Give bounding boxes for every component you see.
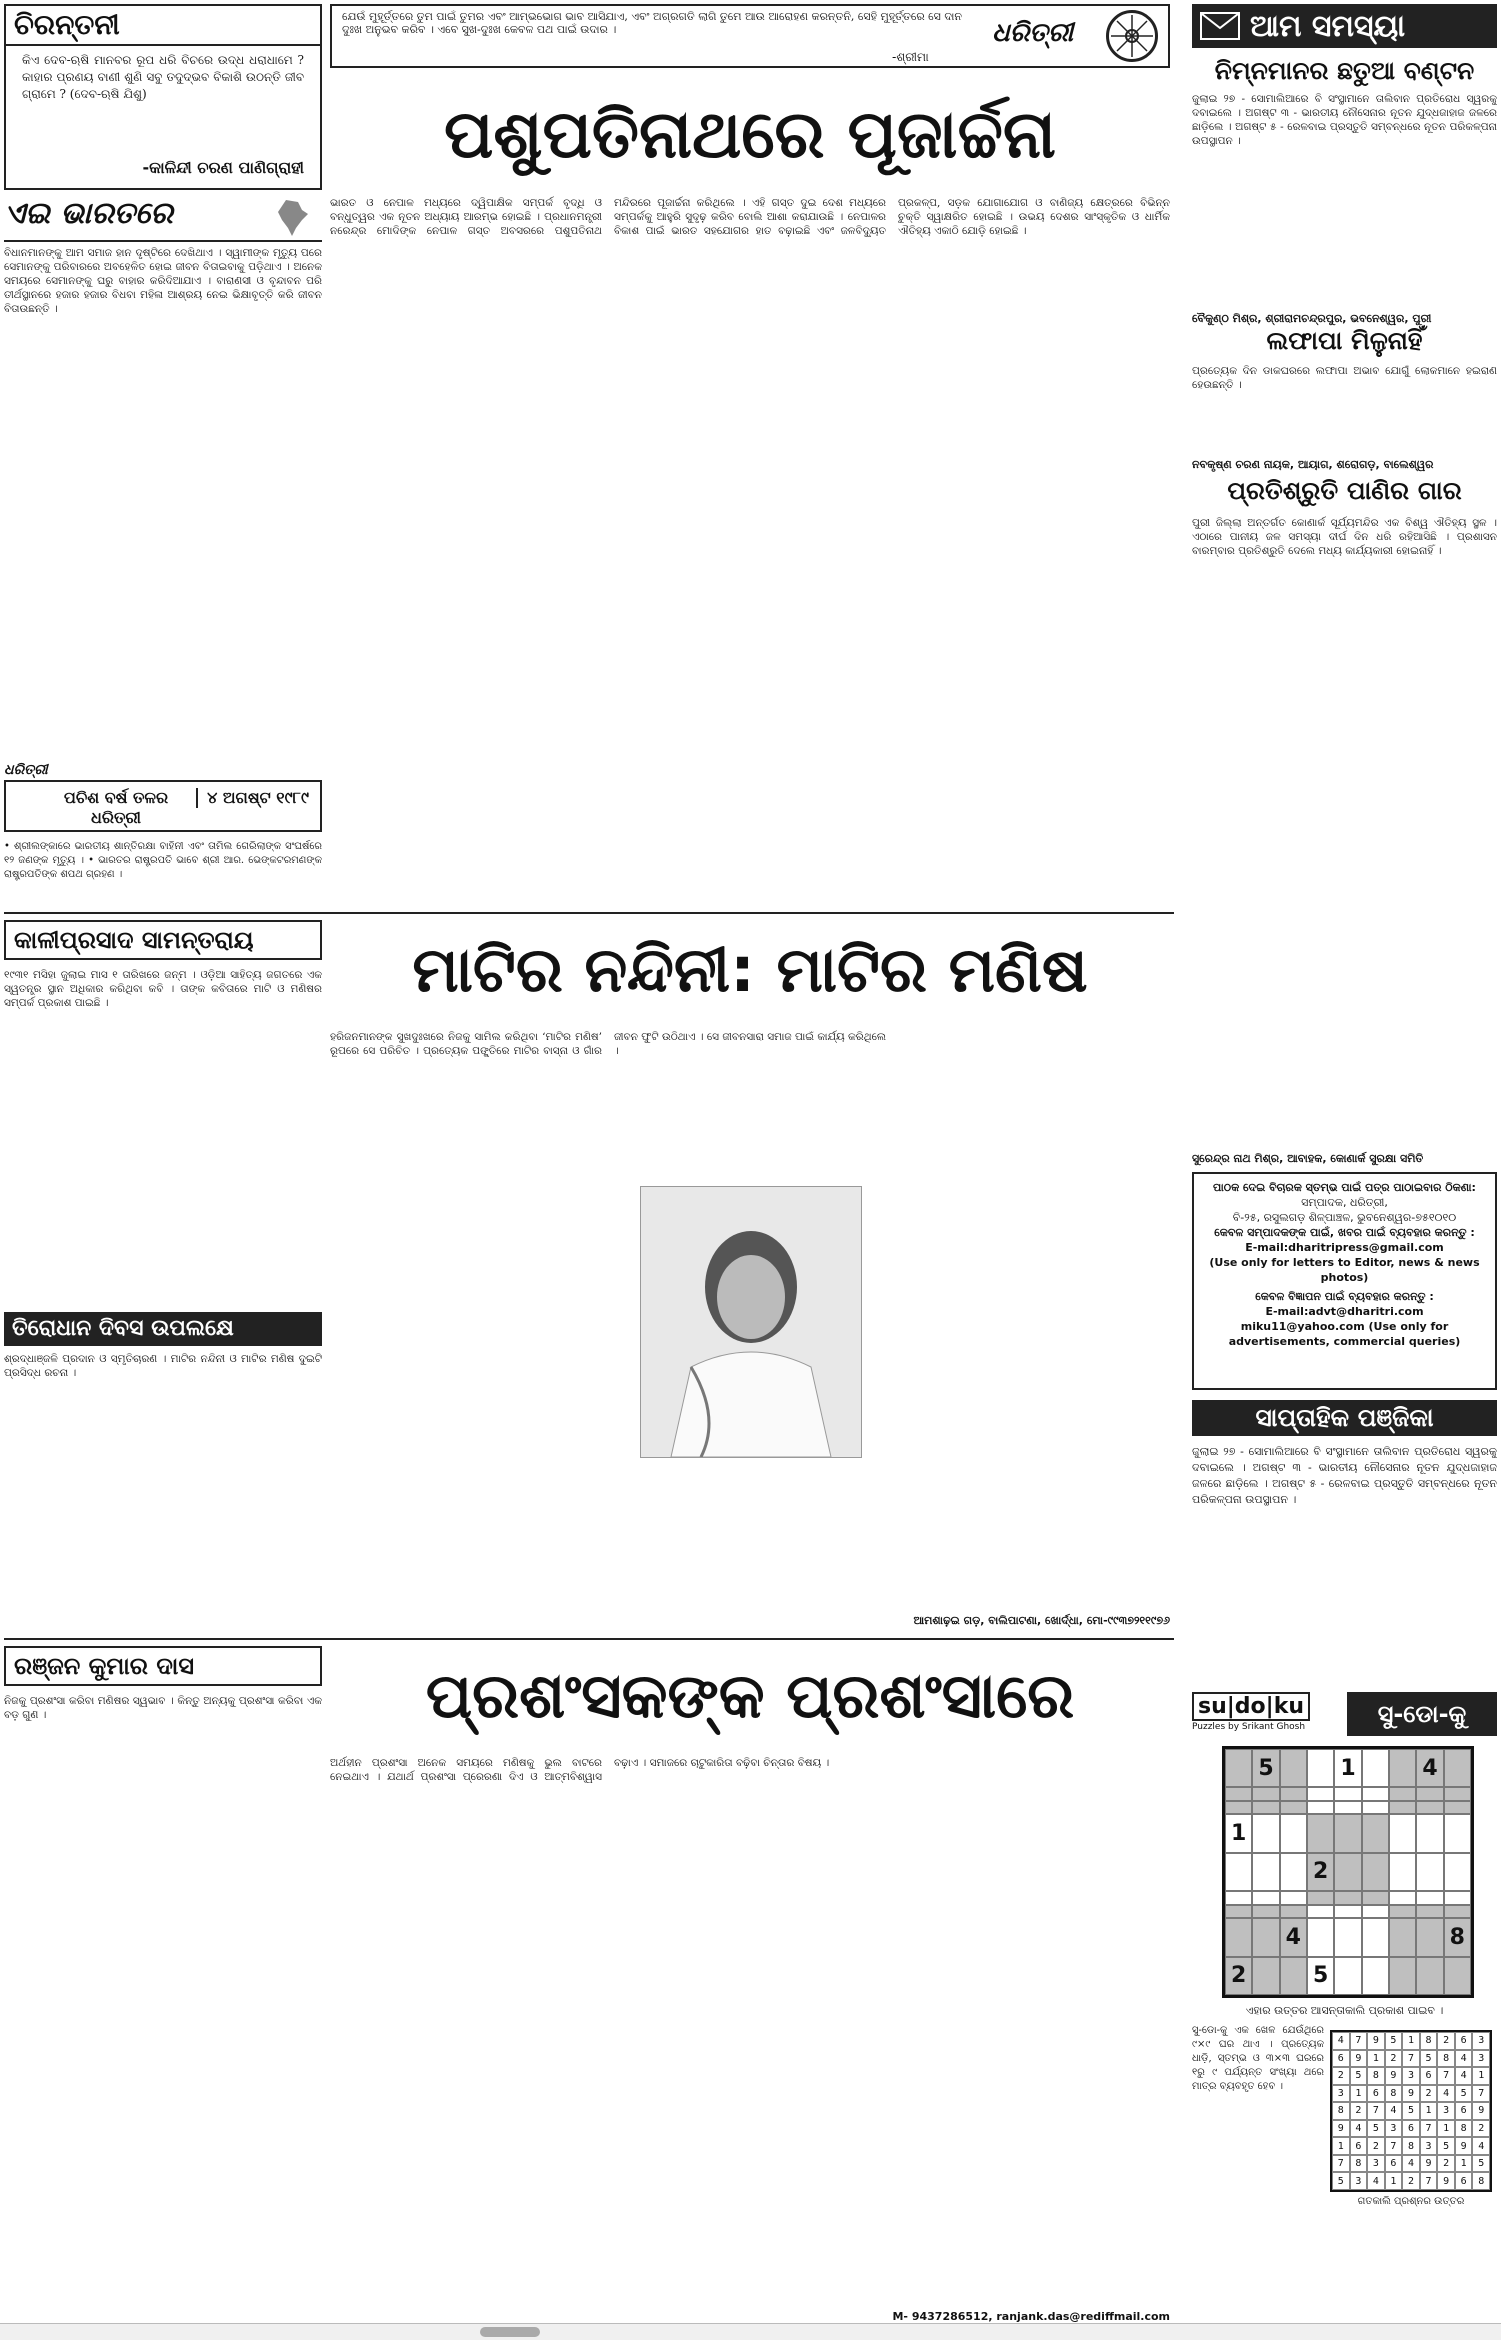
solution-caption: ଗତକାଲି ପ୍ରଶ୍ନର ଉତ୍ତର	[1357, 2196, 1465, 2207]
contact-note1: (Use only for letters to Editor, news & news photos)	[1209, 1256, 1480, 1284]
sudoku-cell[interactable]	[1444, 1905, 1471, 1918]
divider-2	[4, 1638, 1174, 1640]
masthead-quote-box	[330, 4, 1170, 68]
contact-line4: କେବଳ ସମ୍ପାଦକଙ୍କ ପାଇଁ, ଖବର ପାଇଁ ବ୍ୟବହାର କରନ୍ତୁ :	[1214, 1226, 1475, 1239]
solution-cell: 2	[1437, 2155, 1455, 2173]
solution-cell: 1	[1420, 2102, 1438, 2120]
solution-cell: 3	[1472, 2032, 1490, 2050]
sudoku-cell[interactable]	[1389, 1918, 1416, 1956]
solution-cell: 3	[1402, 2067, 1420, 2085]
solution-cell: 6	[1367, 2085, 1385, 2103]
solution-cell: 8	[1385, 2085, 1403, 2103]
portrait-photo	[640, 1186, 862, 1458]
solution-cell: 2	[1472, 2120, 1490, 2138]
solution-cell: 4	[1437, 2085, 1455, 2103]
solution-cell: 4	[1455, 2067, 1473, 2085]
sudoku-cell[interactable]	[1280, 1957, 1307, 1995]
sudoku-cell[interactable]	[1252, 1801, 1279, 1814]
sudoku-cell[interactable]	[1334, 1801, 1361, 1814]
solution-cell: 8	[1455, 2120, 1473, 2138]
solution-cell: 2	[1402, 2172, 1420, 2190]
sudoku-cell[interactable]	[1444, 1814, 1471, 1852]
sudoku-cell[interactable]	[1252, 1918, 1279, 1956]
sudoku-cell[interactable]	[1252, 1853, 1279, 1891]
sudoku-cell[interactable]	[1362, 1749, 1389, 1787]
sudoku-cell[interactable]: 8	[1444, 1918, 1471, 1956]
solution-cell: 7	[1472, 2085, 1490, 2103]
sudoku-cell[interactable]	[1362, 1787, 1389, 1800]
weekly-title: ସାପ୍ତାହିକ ପଞ୍ଜିକା	[1192, 1400, 1497, 1436]
solution-cell: 5	[1385, 2032, 1403, 2050]
solution-cell: 3	[1367, 2155, 1385, 2173]
sudoku-cell[interactable]	[1444, 1891, 1471, 1904]
sudoku-cell[interactable]: 1	[1334, 1749, 1361, 1787]
solution-cell: 9	[1455, 2137, 1473, 2155]
solution-cell: 8	[1420, 2032, 1438, 2050]
sudoku-cell[interactable]	[1334, 1918, 1361, 1956]
solution-cell: 8	[1332, 2102, 1350, 2120]
chirantani-box	[4, 4, 322, 190]
sudoku-grid	[1222, 1746, 1474, 1998]
solution-cell: 2	[1385, 2050, 1403, 2068]
sudoku-title: ସୁ-ଡୋ-କୁ	[1347, 1692, 1497, 1736]
article1-body-text: ଜୁଲାଇ ୨୭ - ସୋମାଲିଆରେ ବି ସଂସ୍ଥାମାନେ ତାଲିବାନ ପ୍ରତିରୋଧ ସ୍ୱରକୁ ଦବାଇଲେ । ଅଗଷ୍ଟ ୩ - ଭାରତୀୟ ନୌସେନାର ନୂତନ ଯୁଦ୍ଧଜାହାଜ ଜଳରେ ଛାଡ଼ିଲେ । ଅଗଷ୍ଟ ୫ - ରେଳବାଇ ପ୍ରସ୍ତୁତି ସମ୍ବନ୍ଧରେ ନୂତନ ପରିକଳ୍ପନା ଉପସ୍ଥାପନ ।	[1192, 93, 1497, 147]
contact-line2: ସମ୍ପାଦକ, ଧରିତ୍ରୀ,	[1301, 1196, 1388, 1209]
sudoku-cell[interactable]	[1252, 1891, 1279, 1904]
sudoku-cell[interactable]	[1362, 1891, 1389, 1904]
third-intro: ନିଜକୁ ପ୍ରଶଂସା କରିବା ମଣିଷର ସ୍ୱଭାବ । କିନ୍ତୁ ଅନ୍ୟକୁ ପ୍ରଶଂସା କରିବା ଏକ ବଡ଼ ଗୁଣ ।	[4, 1695, 322, 1721]
solution-cell: 9	[1472, 2102, 1490, 2120]
sudoku-brand: su|do|ku	[1192, 1692, 1310, 1721]
article3-title: ପ୍ରତିଶ୍ରୁତି ପାଣିର ଗାର	[1227, 476, 1462, 505]
sudoku-cell[interactable]	[1334, 1853, 1361, 1891]
sudoku-cell[interactable]	[1280, 1787, 1307, 1800]
article1-author: ବୈକୁଣ୍ଠ ମିଶ୍ର, ଶ୍ରୀରାମଚନ୍ଦ୍ରପୁର, ଭବନେଶ୍ୱର, ପୁରୀ	[1192, 312, 1432, 325]
solution-cell: 5	[1367, 2120, 1385, 2138]
solution-cell: 5	[1437, 2137, 1455, 2155]
main-headline: ପଶୁପତିନାଥରେ ପୂଜାର୍ଚ୍ଚନା	[444, 96, 1056, 173]
aam-samasya-title: ଆମ ସମସ୍ୟା	[1250, 8, 1406, 44]
sudoku-cell[interactable]	[1307, 1787, 1334, 1800]
badge-logo: ଧରିତ୍ରୀ	[4, 762, 48, 778]
sudoku-cell[interactable]	[1416, 1918, 1443, 1956]
sudoku-cell[interactable]	[1444, 1957, 1471, 1995]
solution-cell: 4	[1455, 2050, 1473, 2068]
sudoku-cell[interactable]	[1280, 1853, 1307, 1891]
solution-cell: 2	[1420, 2085, 1438, 2103]
sudoku-cell[interactable]: 5	[1307, 1957, 1334, 1995]
sudoku-cell[interactable]	[1416, 1814, 1443, 1852]
solution-cell: 6	[1455, 2102, 1473, 2120]
solution-cell: 9	[1437, 2172, 1455, 2190]
badge-years: ପଚିଶ ବର୍ଷ ତଳର ଧରିତ୍ରୀ	[63, 788, 169, 827]
tirodhana-subhead: ତିରୋଧାନ ଦିବସ ଉପଲକ୍ଷେ	[4, 1312, 322, 1346]
sudoku-cell[interactable]	[1389, 1853, 1416, 1891]
dharitri-25-badge	[4, 762, 322, 834]
author-name-3: ରଞ୍ଜନ କୁମାର ଦାସ	[14, 1652, 194, 1680]
sudoku-cell[interactable]: 1	[1225, 1814, 1252, 1852]
badge-date: ୪ ଅଗଷ୍ଟ ୧୯୮୯	[196, 788, 318, 808]
contact-email3[interactable]: miku11@yahoo.com (Use only for advertisements, commercial queries)	[1228, 1320, 1461, 1348]
sudoku-cell[interactable]	[1444, 1787, 1471, 1800]
sudoku-cell[interactable]	[1334, 1814, 1361, 1852]
contact-line3: ବି-୨୫, ରସୁଲଗଡ଼ ଶିଳ୍ପାଞ୍ଚଳ, ଭୁବନେଶ୍ୱର-୭୫୧୦୧୦	[1232, 1211, 1457, 1224]
contact-box	[1192, 1172, 1497, 1390]
sudoku-cell[interactable]	[1225, 1891, 1252, 1904]
sudoku-cell[interactable]	[1444, 1749, 1471, 1787]
masthead-quote: ଯେଉଁ ମୁହୂର୍ତ୍ତରେ ତୁମ ପାଇଁ ତୁମର ଏବଂ ଆମ୍ଭଭୋଗ ଭାବ ଆସିଯାଏ, ଏବଂ ଅଗ୍ରଗତି ଲାଗି ତୁମେ ଆଉ ଆରୋହଣ କରନ୍ତନି, ସେହି ମୁହୂର୍ତ୍ତରେ ସେ ଦାନ ଦୁଃଖ ଅନୁଭବ କରିବ । ଏବେ ସୁଖ-ଦୁଃଖ କେବଳ ପଥ ପାଇଁ ଉଦାର ।	[342, 10, 962, 36]
sudoku-cell[interactable]	[1416, 1957, 1443, 1995]
sudoku-cell[interactable]: 4	[1416, 1749, 1443, 1787]
solution-cell: 9	[1420, 2155, 1438, 2173]
chirantani-poem: କିଏ ଦେବ-ଋଷି ମାନବର ରୂପ ଧରି ବିଚରେ ଉଦ୍ଧ ଧରାଧାମେ ? କାହାର ପ୍ରଣୟ ବାଣୀ ଶୁଣି ସବୁ ତଦୁଦ୍ଭବ ବିକାଶି ଉଠନ୍ତି ଜୀବ ଗ୍ରାମେ ? (ଦେବ-ଋଷି ଯିଶୁ)	[22, 53, 304, 101]
scroll-thumb[interactable]	[480, 2327, 540, 2337]
sudoku-cell[interactable]	[1225, 1749, 1252, 1787]
sudoku-header	[1192, 1692, 1497, 1738]
solution-cell: 7	[1437, 2067, 1455, 2085]
solution-cell: 6	[1350, 2137, 1368, 2155]
sudoku-cell[interactable]	[1280, 1891, 1307, 1904]
contact-line5: କେବଳ ବିଜ୍ଞାପନ ପାଇଁ ବ୍ୟବହାର କରନ୍ତୁ :	[1255, 1290, 1434, 1303]
author-box-3	[4, 1646, 322, 1686]
solution-cell: 7	[1402, 2050, 1420, 2068]
sudoku-cell[interactable]	[1362, 1853, 1389, 1891]
sudoku-cell[interactable]	[1389, 1891, 1416, 1904]
aam-samasya-banner	[1192, 4, 1497, 48]
third-body: ଅର୍ଥହୀନ ପ୍ରଶଂସା ଅନେକ ସମୟରେ ମଣିଷକୁ ଭୁଲ ବାଟରେ ନେଇଥାଏ । ଯଥାର୍ଥ ପ୍ରଶଂସା ପ୍ରେରଣା ଦିଏ ଓ ଆତ୍ମବିଶ୍ୱାସ ବଢ଼ାଏ । ସମାଜରେ ଚାଟୁକାରିତା ବଢ଼ିବା ଚିନ୍ତାର ବିଷୟ ।	[330, 1757, 830, 1783]
solution-cell: 9	[1402, 2085, 1420, 2103]
second-intro: ୧୯୩୧ ମସିହା ଜୁଲାଇ ମାସ ୧ ତାରିଖରେ ଜନ୍ମ । ଓଡ଼ିଆ ସାହିତ୍ୟ ଜଗତରେ ଏକ ସ୍ୱତନ୍ତ୍ର ସ୍ଥାନ ଅଧିକାର କରିଥିବା କବି । ତାଙ୍କ କବିତାରେ ମାଟି ଓ ମଣିଷର ସମ୍ପର୍କ ପ୍ରକାଶ ପାଇଛି ।	[4, 969, 322, 1009]
solution-cell: 4	[1332, 2032, 1350, 2050]
sudoku-cell[interactable]	[1280, 1801, 1307, 1814]
solution-cell: 6	[1420, 2067, 1438, 2085]
sudoku-cell[interactable]	[1280, 1905, 1307, 1918]
solution-cell: 4	[1402, 2155, 1420, 2173]
solution-cell: 7	[1385, 2137, 1403, 2155]
sudoku-cell[interactable]	[1307, 1814, 1334, 1852]
sudoku-credit: Puzzles by Srikant Ghosh	[1192, 1722, 1306, 1732]
sudoku-cell[interactable]	[1362, 1918, 1389, 1956]
solution-cell: 2	[1350, 2102, 1368, 2120]
solution-cell: 1	[1402, 2032, 1420, 2050]
sudoku-cell[interactable]	[1334, 1891, 1361, 1904]
solution-cell: 8	[1437, 2050, 1455, 2068]
solution-cell: 2	[1332, 2067, 1350, 2085]
solution-cell: 3	[1332, 2085, 1350, 2103]
solution-cell: 1	[1472, 2067, 1490, 2085]
solution-cell: 4	[1367, 2172, 1385, 2190]
sudoku-cell[interactable]	[1389, 1814, 1416, 1852]
second-headline: ମାଟିର ନନ୍ଦିନୀ: ମାଟିର ମଣିଷ	[412, 933, 1088, 1006]
ei-bharatare-title: ଏଇ ଭାରତରେ	[4, 196, 173, 231]
sudoku-cell[interactable]	[1334, 1957, 1361, 1995]
solution-cell: 5	[1455, 2085, 1473, 2103]
sudoku-cell[interactable]	[1225, 1853, 1252, 1891]
sudoku-cell[interactable]	[1307, 1891, 1334, 1904]
solution-cell: 3	[1385, 2120, 1403, 2138]
sudoku-cell[interactable]	[1416, 1905, 1443, 1918]
chirantani-author: -କାଳିନ୍ଦୀ ଚରଣ ପାଣିଗ୍ରାହୀ	[142, 158, 304, 177]
solution-cell: 4	[1472, 2137, 1490, 2155]
solution-cell: 1	[1385, 2172, 1403, 2190]
contact-email2[interactable]: E-mail:advt@dharitri.com	[1265, 1305, 1424, 1318]
sudoku-cell[interactable]	[1362, 1814, 1389, 1852]
article1-body	[1192, 92, 1497, 306]
sudoku-cell[interactable]	[1362, 1905, 1389, 1918]
sudoku-cell[interactable]	[1280, 1814, 1307, 1852]
solution-cell: 1	[1350, 2085, 1368, 2103]
second-signature: ଆମଶାଢ଼ଇ ଗଡ଼, ବାଲିପାଟଣା, ଖୋର୍ଦ୍ଧା, ମୋ-୯୯୩୭୨୧୧୯୭୬	[913, 1614, 1170, 1627]
sudoku-cell[interactable]	[1307, 1918, 1334, 1956]
solution-cell: 3	[1437, 2102, 1455, 2120]
solution-cell: 8	[1367, 2067, 1385, 2085]
contact-email1[interactable]: E-mail:dharitripress@gmail.com	[1245, 1241, 1444, 1254]
solution-cell: 7	[1350, 2032, 1368, 2050]
sudoku-caption: ଏହାର ଉତ୍ତର ଆସନ୍ତାକାଲି ପ୍ରକାଶ ପାଇବ ।	[1245, 2004, 1444, 2017]
sudoku-cell[interactable]	[1389, 1787, 1416, 1800]
solution-cell: 4	[1385, 2102, 1403, 2120]
sudoku-cell[interactable]	[1307, 1905, 1334, 1918]
sudoku-cell[interactable]	[1416, 1801, 1443, 1814]
sudoku-cell[interactable]	[1252, 1957, 1279, 1995]
sudoku-cell[interactable]: 2	[1225, 1957, 1252, 1995]
ei-bharatare-header	[4, 196, 322, 242]
sudoku-cell[interactable]	[1389, 1957, 1416, 1995]
solution-cell: 1	[1332, 2137, 1350, 2155]
solution-cell: 7	[1420, 2120, 1438, 2138]
solution-cell: 6	[1385, 2155, 1403, 2173]
article3-author: ସୁରେନ୍ଦ୍ର ନାଥ ମିଶ୍ର, ଆବାହକ, କୋଣାର୍କ ସୁରକ୍ଷା ସମିତି	[1192, 1152, 1424, 1165]
sudoku-cell[interactable]	[1389, 1749, 1416, 1787]
sudoku-cell[interactable]	[1416, 1787, 1443, 1800]
third-headline: ପ୍ରଶଂସକଙ୍କ ପ୍ରଶଂସାରେ	[425, 1659, 1075, 1732]
sudoku-cell[interactable]	[1225, 1918, 1252, 1956]
sudoku-cell[interactable]	[1362, 1957, 1389, 1995]
second-body: ହରିଜନମାନଙ୍କ ସୁଖଦୁଃଖରେ ନିଜକୁ ସାମିଲ କରିଥିବା ‘ମାଟିର ମଣିଷ’ ରୂପରେ ସେ ପରିଚିତ । ପ୍ରତ୍ୟେକ ପଙ୍କ୍ତିରେ ମାଟିର ବାସ୍ନା ଓ ଗାଁର ଜୀବନ ଫୁଟି ଉଠିଥାଏ । ସେ ଜୀବନସାରା ସମାଜ ପାଇଁ କାର୍ଯ୍ୟ କରିଥିଲେ ।	[330, 1031, 886, 1057]
sudoku-cell[interactable]	[1362, 1801, 1389, 1814]
author-name-2: କାଳୀପ୍ରସାଦ ସାମନ୍ତରାୟ	[14, 926, 254, 954]
article1-title: ନିମ୍ନମାନର ଛତୁଆ ବଣ୍ଟନ	[1214, 56, 1475, 85]
solution-cell: 5	[1420, 2050, 1438, 2068]
solution-cell: 6	[1455, 2032, 1473, 2050]
solution-cell: 6	[1332, 2050, 1350, 2068]
solution-cell: 8	[1350, 2155, 1368, 2173]
dharitri-logo: ଧରିତ୍ରୀ	[992, 18, 1074, 48]
solution-cell: 9	[1367, 2032, 1385, 2050]
ei-bharatare-body: ବିଧାନମାନଙ୍କୁ ଆମ ସମାଜ ହାନ ଦୃଷ୍ଟିରେ ଦେଖିଥାଏ । ସ୍ୱାମୀଙ୍କ ମୃତ୍ୟୁ ପରେ ସେମାନଙ୍କୁ ପରିବାରରେ ଅବହେଳିତ ହୋଇ ଜୀବନ ବିତାଇବାକୁ ପଡ଼ିଥାଏ । ଅନେକ ସମୟରେ ସେମାନଙ୍କୁ ଘରୁ ବାହାର କରିଦିଆଯାଏ । ବାରାଣସୀ ଓ ବୃନ୍ଦାବନ ପରି ତୀର୍ଥସ୍ଥାନରେ ହଜାର ହଜାର ବିଧବା ମହିଳା ଆଶ୍ରୟ ନେଇ ଭିକ୍ଷାବୃତ୍ତି କରି ଜୀବନ ବିତାଉଛନ୍ତି ।	[4, 247, 322, 315]
solution-cell: 7	[1367, 2102, 1385, 2120]
solution-cell: 9	[1385, 2067, 1403, 2085]
india-map-icon	[272, 198, 312, 238]
sudoku-cell[interactable]: 4	[1280, 1918, 1307, 1956]
sudoku-cell[interactable]	[1225, 1801, 1252, 1814]
tirodhana-text: ଶ୍ରଦ୍ଧାଞ୍ଜଳି ପ୍ରଦାନ ଓ ସ୍ମୃତିଚାରଣ । ମାଟିର ନନ୍ଦିନୀ ଓ ମାଟିର ମଣିଷ ଦୁଇଟି ପ୍ରସିଦ୍ଧ ରଚନା ।	[4, 1353, 322, 1379]
sudoku-cell[interactable]	[1416, 1853, 1443, 1891]
solution-cell: 9	[1350, 2050, 1368, 2068]
envelope-icon	[1200, 12, 1240, 40]
sudoku-instructions: ସୁ-ଡୋ-କୁ ଏକ ଖେଳ ଯେଉଁଥିରେ ୯×୯ ଘର ଥାଏ । ପ୍ରତ୍ୟେକ ଧାଡ଼ି, ସ୍ତମ୍ଭ ଓ ୩×୩ ଘରରେ ୧ରୁ ୯ ପର୍ଯ୍ୟନ୍ତ ସଂଖ୍ୟା ଥରେ ମାତ୍ର ବ୍ୟବହୃତ ହେବ ।	[1192, 2025, 1324, 2092]
solution-cell: 8	[1472, 2172, 1490, 2190]
solution-cell: 3	[1350, 2172, 1368, 2190]
sudoku-cell[interactable]: 5	[1252, 1749, 1279, 1787]
solution-cell: 5	[1472, 2155, 1490, 2173]
solution-cell: 1	[1455, 2155, 1473, 2173]
article3-body: ପୁରୀ ଜିଲ୍ଲା ଅନ୍ତର୍ଗତ କୋଣାର୍କ ସୂର୍ଯ୍ୟମନ୍ଦିର ଏକ ବିଶ୍ୱ ଐତିହ୍ୟ ସ୍ଥଳ । ଏଠାରେ ପାନୀୟ ଜଳ ସମସ୍ୟା ଦୀର୍ଘ ଦିନ ଧରି ରହିଆସିଛି । ପ୍ରଶାସନ ବାରମ୍ବାର ପ୍ରତିଶ୍ରୁତି ଦେଲେ ମଧ୍ୟ କାର୍ଯ୍ୟକାରୀ ହୋଇନାହିଁ ।	[1192, 517, 1497, 557]
author-box-2	[4, 920, 322, 960]
sudoku-cell[interactable]	[1252, 1787, 1279, 1800]
contact-line1: ପାଠକ ଦେଇ ବିଚାରକ ସ୍ତମ୍ଭ ପାଇଁ ପତ୍ର ପାଠାଇବାର ଠିକଣା:	[1213, 1181, 1476, 1194]
solution-cell: 7	[1332, 2155, 1350, 2173]
quote-author: -ଶ୍ରୀମା	[892, 50, 929, 64]
sudoku-solution	[1330, 2030, 1492, 2192]
solution-cell: 4	[1350, 2120, 1368, 2138]
solution-cell: 1	[1437, 2120, 1455, 2138]
sudoku-cell[interactable]	[1389, 1801, 1416, 1814]
sudoku-cell[interactable]	[1307, 1749, 1334, 1787]
solution-cell: 2	[1367, 2137, 1385, 2155]
divider-1	[4, 912, 1174, 914]
sudoku-cell[interactable]: 2	[1307, 1853, 1334, 1891]
solution-cell: 6	[1402, 2120, 1420, 2138]
sudoku-cell[interactable]	[1334, 1787, 1361, 1800]
sudoku-cell[interactable]	[1307, 1801, 1334, 1814]
article2-author: ନବକୃଷ୍ଣ ଚରଣ ନାୟକ, ଆୟାଗ, ଶରୋଗଡ଼, ବାଲେଶ୍ୱର	[1192, 458, 1434, 471]
sudoku-cell[interactable]	[1444, 1801, 1471, 1814]
sudoku-cell[interactable]	[1252, 1814, 1279, 1852]
weekly-text: ଜୁଲାଇ ୨୭ - ସୋମାଲିଆରେ ବି ସଂସ୍ଥାମାନେ ତାଲିବାନ ପ୍ରତିରୋଧ ସ୍ୱରକୁ ଦବାଇଲେ । ଅଗଷ୍ଟ ୩ - ଭାରତୀୟ ନୌସେନାର ନୂତନ ଯୁଦ୍ଧଜାହାଜ ଜଳରେ ଛାଡ଼ିଲେ । ଅଗଷ୍ଟ ୫ - ରେଳବାଇ ପ୍ରସ୍ତୁତି ସମ୍ବନ୍ଧରେ ନୂତନ ପରିକଳ୍ପନା ଉପସ୍ଥାପନ ।	[1192, 1445, 1497, 1506]
solution-cell: 2	[1437, 2032, 1455, 2050]
wheel-icon	[1106, 10, 1158, 62]
sudoku-cell[interactable]	[1444, 1853, 1471, 1891]
sudoku-cell[interactable]	[1280, 1749, 1307, 1787]
solution-cell: 5	[1350, 2067, 1368, 2085]
solution-cell: 3	[1420, 2137, 1438, 2155]
solution-cell: 6	[1455, 2172, 1473, 2190]
article2-title: ଲଫାପା ମିଳୁନାହିଁ	[1266, 326, 1423, 355]
solution-cell: 5	[1402, 2102, 1420, 2120]
third-signature: M- 9437286512, ranjank.das@rediffmail.com	[892, 2310, 1170, 2323]
sudoku-cell[interactable]	[1334, 1905, 1361, 1918]
chirantani-title: ଚିରନ୍ତନୀ	[6, 6, 320, 46]
solution-cell: 9	[1332, 2120, 1350, 2138]
sudoku-cell[interactable]	[1225, 1905, 1252, 1918]
article2-body: ପ୍ରତ୍ୟେକ ଦିନ ଡାକଘରରେ ଲଫାପା ଅଭାବ ଯୋଗୁଁ ଲୋକମାନେ ହଇରାଣ ହେଉଛନ୍ତି ।	[1192, 365, 1497, 391]
horizontal-scrollbar[interactable]	[0, 2323, 1501, 2340]
badge-news: • ଶ୍ରୀଲଙ୍କାରେ ଭାରତୀୟ ଶାନ୍ତିରକ୍ଷା ବାହିନୀ ଏବଂ ତାମିଲ ଗେରିଲାଙ୍କ ସଂଘର୍ଷରେ ୧୨ ଜଣଙ୍କ ମୃତ୍ୟୁ । • ଭାରତର ରାଷ୍ଟ୍ରପତି ଭାବେ ଶ୍ରୀ ଆର. ଭେଙ୍କଟରମଣଙ୍କ ରାଷ୍ଟ୍ରପତିଙ୍କ ଶପଥ ଗ୍ରହଣ ।	[4, 841, 322, 880]
sudoku-cell[interactable]	[1252, 1905, 1279, 1918]
main-article-body: ଭାରତ ଓ ନେପାଳ ମଧ୍ୟରେ ଦ୍ୱିପାକ୍ଷିକ ସମ୍ପର୍କ ବୃଦ୍ଧି ଓ ବନ୍ଧୁତ୍ୱର ଏକ ନୂତନ ଅଧ୍ୟାୟ ଆରମ୍ଭ ହୋଇଛି । ପ୍ରଧାନମନ୍ତ୍ରୀ ନରେନ୍ଦ୍ର ମୋଦିଙ୍କ ନେପାଳ ଗସ୍ତ ଅବସରରେ ପଶୁପତିନାଥ ମନ୍ଦିରରେ ପୂଜାର୍ଚ୍ଚନା କରିଥିଲେ । ଏହି ଗସ୍ତ ଦୁଇ ଦେଶ ମଧ୍ୟରେ ସମ୍ପର୍କକୁ ଆହୁରି ସୁଦୃଢ଼ କରିବ ବୋଲି ଆଶା କରାଯାଉଛି । ନେପାଳର ବିକାଶ ପାଇଁ ଭାରତ ସହଯୋଗର ହାତ ବଢ଼ାଇଛି ଏବଂ ଜଳବିଦ୍ୟୁତ ପ୍ରକଳ୍ପ, ସଡ଼କ ଯୋଗାଯୋଗ ଓ ବାଣିଜ୍ୟ କ୍ଷେତ୍ରରେ ବିଭିନ୍ନ ଚୁକ୍ତି ସ୍ୱାକ୍ଷରିତ ହୋଇଛି । ଉଭୟ ଦେଶର ସାଂସ୍କୃତିକ ଓ ଧାର୍ମିକ ଐତିହ୍ୟ ଏକାଠି ଯୋଡ଼ି ହୋଇଛି ।	[330, 197, 1170, 237]
solution-cell: 3	[1472, 2050, 1490, 2068]
sudoku-cell[interactable]	[1225, 1787, 1252, 1800]
solution-cell: 8	[1402, 2137, 1420, 2155]
badge-box	[4, 780, 322, 832]
solution-cell: 7	[1420, 2172, 1438, 2190]
solution-cell: 5	[1332, 2172, 1350, 2190]
sudoku-cell[interactable]	[1389, 1905, 1416, 1918]
solution-cell: 1	[1367, 2050, 1385, 2068]
sudoku-cell[interactable]	[1416, 1891, 1443, 1904]
